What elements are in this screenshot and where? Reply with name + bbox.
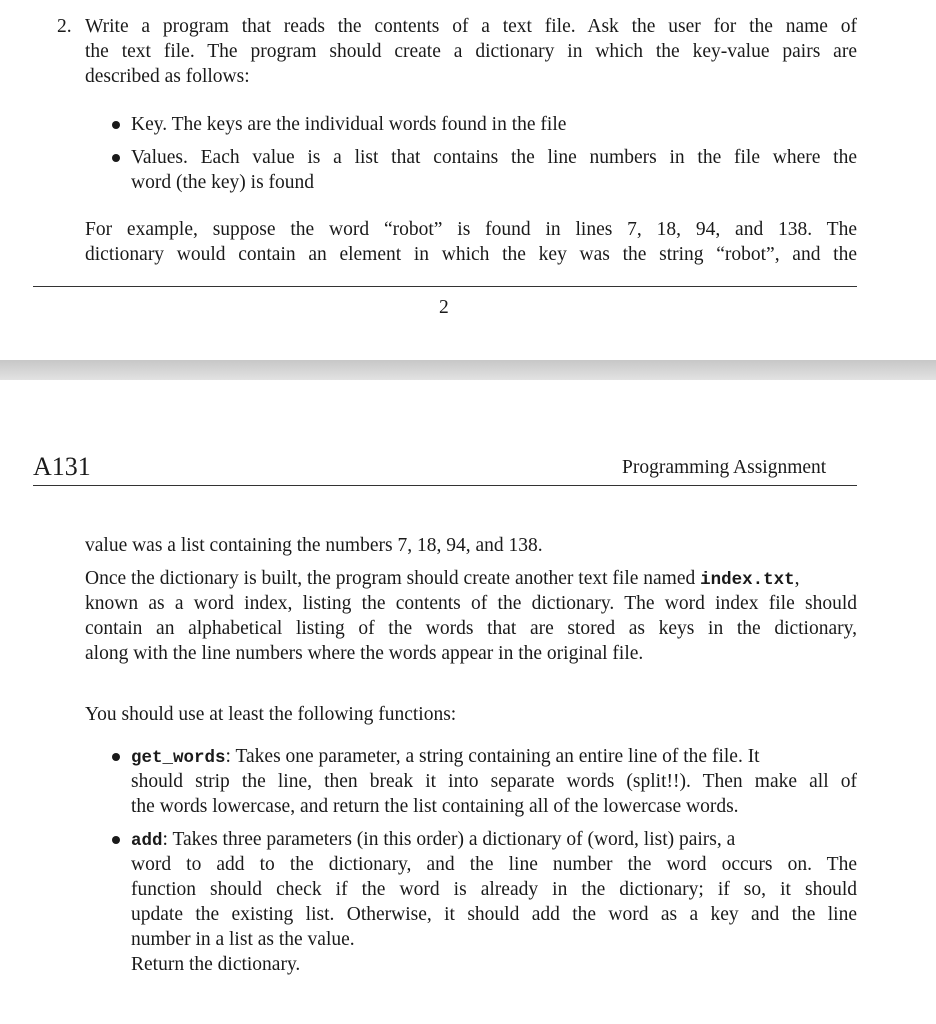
add-line-4: update the existing list. Otherwise, it should add the word as a key and the line [131, 904, 857, 925]
header-title: Programming Assignment [622, 457, 827, 478]
add-function-name: add [131, 831, 163, 851]
example-line-1: For example, suppose the word “robot” is found in lines 7, 18, 94, and 138. The [85, 219, 857, 240]
item-number: 2. [57, 16, 72, 37]
add-line-2: word to add to the dictionary, and the line number the word occurs on. The [131, 854, 857, 875]
pdf-page-upper [0, 0, 936, 360]
continued-line: value was a list containing the numbers 7, 18, 94, and 138. [85, 535, 543, 556]
page-separator [0, 360, 936, 380]
add-line-3: function should check if the word is already in the dictionary; if so, it should [131, 879, 857, 900]
get-words-line-3: the words lowercase, and return the list containing all of the lowercase words. [131, 796, 739, 817]
bullet-icon [112, 121, 120, 129]
bullet-values-line-1: Values. Each value is a list that contains the line numbers in the file where the [131, 147, 857, 168]
footer-rule [33, 286, 857, 287]
functions-intro: You should use at least the following functions: [85, 704, 457, 725]
intro-line-2: the text file. The program should create a dictionary in which the key-value pairs are [85, 41, 857, 62]
intro-line-1: Write a program that reads the contents of a text file. Ask the user for the name of [85, 16, 857, 37]
index-para-line-2: known as a word index, listing the contents of the dictionary. The word index file should [85, 593, 857, 614]
bullet-icon [112, 836, 120, 844]
index-para-line-1 [85, 566, 800, 593]
add-line-5: number in a list as the value. [131, 929, 355, 950]
add-line-1 [131, 827, 735, 854]
add-line-1-text: : Takes three parameters (in this order) a dictionary of (word, list) pairs, a [162, 829, 736, 850]
example-line-2: dictionary would contain an element in which the key was the string “robot”, and the [85, 244, 857, 265]
course-code: A131 [33, 452, 91, 481]
index-para-line-3: contain an alphabetical listing of the words that are stored as keys in the dictionary, [85, 618, 857, 639]
bullet-icon [112, 154, 120, 162]
get-words-line-1 [131, 744, 760, 771]
bullet-icon [112, 753, 120, 761]
add-line-6: Return the dictionary. [131, 954, 301, 975]
index-para-line-4: along with the line numbers where the words appear in the original file. [85, 643, 644, 664]
intro-line-3: described as follows: [85, 66, 250, 87]
pdf-page-lower [0, 380, 936, 1024]
header-rule [33, 485, 857, 486]
get-words-line-2: should strip the line, then break it into separate words (split!!). Then make all of [131, 771, 857, 792]
get-words-line-1-text: : Takes one parameter, a string containing an entire line of the file. It [225, 746, 760, 767]
bullet-values-line-2: word (the key) is found [131, 172, 315, 193]
page-number: 2 [439, 297, 449, 318]
index-para-comma: , [794, 568, 800, 589]
bullet-key: Key. The keys are the individual words found in the file [131, 114, 567, 135]
index-filename: index.txt [700, 570, 795, 590]
get-words-function-name: get_words [131, 748, 226, 768]
index-para-line-1-text: Once the dictionary is built, the program should create another text file named [85, 568, 696, 589]
